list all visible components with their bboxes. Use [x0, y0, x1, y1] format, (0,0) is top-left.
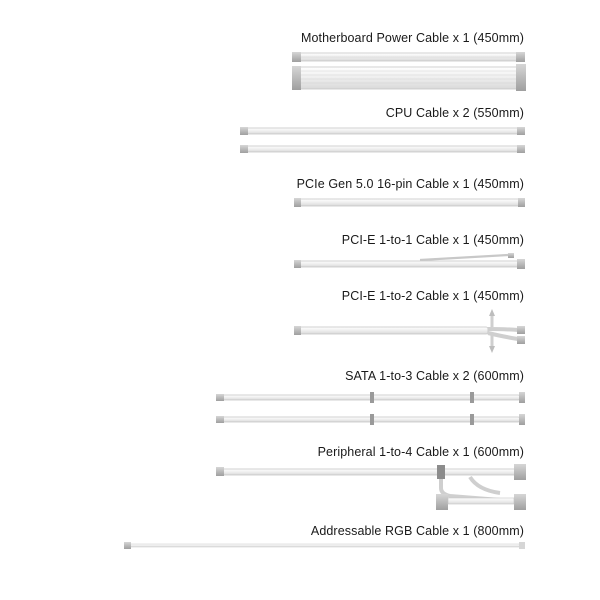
cpu-cable-label: CPU Cable x 2 (550mm) [385, 106, 524, 120]
pcie-1to1-cable-image [294, 253, 525, 269]
sata-cable-label: SATA 1-to-3 Cable x 2 (600mm) [345, 369, 524, 383]
cpu-cable-image [240, 127, 525, 153]
pcie-1to2-cable-image [294, 309, 525, 353]
pcie-1to1-cable-label: PCI-E 1-to-1 Cable x 1 (450mm) [341, 233, 524, 247]
pcie-gen5-cable-label: PCIe Gen 5.0 16-pin Cable x 1 (450mm) [296, 177, 524, 191]
connector-icon [292, 52, 301, 62]
motherboard-cable-image [292, 52, 526, 91]
pcie-1to2-cable-label: PCI-E 1-to-2 Cable x 1 (450mm) [341, 289, 524, 303]
argb-cable-image [124, 542, 525, 549]
peripheral-cable-label: Peripheral 1-to-4 Cable x 1 (600mm) [317, 445, 524, 459]
pcie-gen5-cable-image [294, 198, 525, 207]
sata-cable-image [216, 392, 525, 425]
motherboard-cable-label: Motherboard Power Cable x 1 (450mm) [300, 31, 524, 45]
argb-cable-label: Addressable RGB Cable x 1 (800mm) [310, 524, 524, 538]
peripheral-cable-image [216, 464, 526, 510]
